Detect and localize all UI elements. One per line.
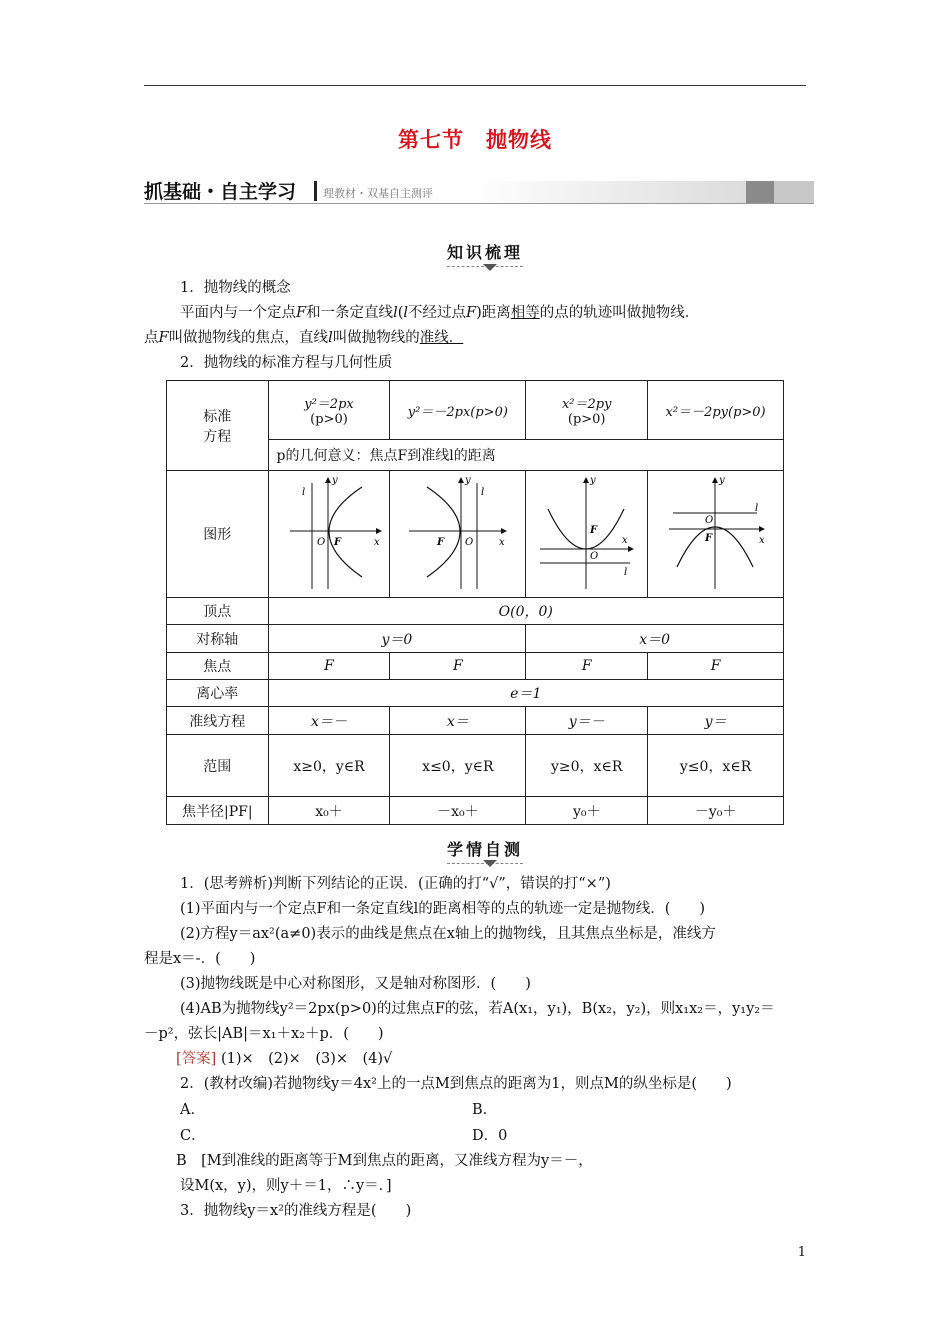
definition-line-1 [180, 301, 699, 325]
axis-label: y [589, 475, 596, 486]
text: F [581, 658, 592, 674]
definition-line-2 [144, 326, 463, 350]
banner-title: 抓基础・自主学习 [144, 181, 297, 203]
table-cell: －y₀＋ [648, 797, 784, 825]
table-row [167, 735, 784, 797]
text: 不经过点 [408, 305, 467, 321]
table-cell: y≤0，x∈R [648, 735, 784, 797]
text: F [452, 658, 463, 674]
math: l [403, 305, 409, 321]
row-header [167, 381, 269, 471]
answer-line [176, 1047, 392, 1071]
text: 叫做抛物线的焦点，直线 [168, 330, 329, 346]
table-cell [526, 625, 784, 653]
answer-text: (1)× (2)× (3)× (4)√ [220, 1051, 393, 1067]
option-b: B． [472, 1102, 498, 1118]
concept-heading: 1．抛物线的概念 [180, 280, 291, 296]
parabola-up-graph [532, 471, 642, 593]
text: 标准 [203, 408, 232, 425]
text: 点 [144, 330, 159, 346]
table-cell: x≥0，y∈R [268, 735, 390, 797]
row-header: 焦点 [167, 653, 269, 680]
question-1-1: (1)平面内与一个定点F和一条定直线l的距离相等的点的轨迹一定是抛物线．( ) [180, 901, 706, 917]
table-row [167, 625, 784, 653]
text: x＝0 [639, 631, 671, 648]
option-c: C． [180, 1128, 206, 1144]
table-cell [526, 653, 648, 680]
table-cell [268, 625, 526, 653]
table-cell [648, 707, 784, 735]
option-d: D．0 [472, 1128, 508, 1144]
table-cell [526, 707, 648, 735]
question-2: 2．(教材改编)若抛物线y＝4x²上的一点M到焦点的距离为1，则点M的纵坐标是( ) [180, 1076, 732, 1092]
table-cell [390, 653, 526, 680]
question-1: 1．(思考辨析)判断下列结论的正误．(正确的打“√”，错误的打“×”) [180, 876, 611, 892]
table-cell [268, 598, 783, 625]
row-header: 范围 [167, 735, 269, 797]
math: l [328, 330, 333, 346]
focus-label: F [334, 537, 342, 548]
table-cell [526, 471, 648, 598]
row-header: 准线方程 [167, 707, 269, 735]
parabola-down-graph [661, 471, 771, 593]
question-1-3: (3)抛物线既是中心对称图形，又是轴对称图形．( ) [180, 976, 531, 992]
table-row [167, 707, 784, 735]
text: y²＝2px [304, 397, 354, 412]
table-cell: x₀＋ [268, 797, 390, 825]
section-heading-knowledge: 知识梳理 [447, 240, 523, 267]
axis-label: O [704, 515, 713, 526]
table-row [167, 797, 784, 825]
section-arrow-icon [483, 264, 497, 271]
answer-tag: [答案] [176, 1051, 217, 1067]
row-header: 对称轴 [167, 625, 269, 653]
parabola-left-graph [403, 471, 513, 593]
question-1-2-cont: 程是x＝-．( ) [144, 951, 256, 967]
text: 和一条定直线 [306, 305, 394, 321]
banner-gradient [470, 181, 746, 203]
math: l [393, 305, 398, 321]
text: ( [397, 305, 404, 321]
text: F [710, 658, 721, 674]
row-header: 离心率 [167, 680, 269, 707]
banner-underline [144, 203, 814, 204]
row-header: 焦半径|PF| [167, 797, 269, 825]
text: (p>0) [567, 412, 606, 427]
row-header: 图形 [167, 471, 269, 598]
solution-line-2: 设M(x，y)，则y＋＝1，∴y＝．] [180, 1178, 392, 1194]
text: 的点的轨迹叫做抛物线． [539, 305, 700, 321]
question-1-4-cont: －p²，弦长|AB|＝x₁＋x₂＋p．( ) [144, 1026, 384, 1042]
table-cell [268, 653, 390, 680]
focus-label: F [704, 533, 712, 544]
top-rule [144, 85, 806, 86]
axis-label: x [758, 535, 765, 546]
math: F [466, 305, 477, 321]
page-number: 1 [797, 1245, 806, 1260]
table-cell: －x₀＋ [390, 797, 526, 825]
table-cell [390, 471, 526, 598]
table-cell [268, 471, 390, 598]
math: F [296, 305, 307, 321]
text: O(0，0) [498, 604, 553, 620]
axis-label: O [589, 551, 598, 562]
question-1-4: (4)AB为抛物线y²＝2px(p>0)的过焦点F的弦，若A(x₁，y₁)，B(x₂，y₂)，则x₁x₂＝，y₁y₂＝ [180, 1001, 775, 1017]
directrix-label: l [480, 487, 485, 498]
properties-table [166, 380, 784, 825]
underlined-term: 准线． [419, 330, 464, 346]
text: x＝－ [311, 713, 347, 730]
table-row [167, 598, 784, 625]
question-3: 3．抛物线y＝x²的准线方程是( ) [180, 1203, 412, 1219]
text: 平面内与一个定点 [180, 305, 296, 321]
text: e＝1 [510, 686, 542, 702]
table-cell [268, 707, 390, 735]
table-row [167, 381, 784, 440]
table-cell [268, 680, 783, 707]
text: y²＝－2px(p>0) [407, 404, 508, 420]
table-cell: x≤0，y∈R [390, 735, 526, 797]
axis-label: x [498, 537, 505, 548]
banner-subtitle: 理教材・双基自主测评 [323, 187, 433, 200]
option-a: A． [180, 1102, 205, 1118]
solution-line-1: B [M到准线的距离等于M到焦点的距离，又准线方程为y＝－， [176, 1153, 593, 1169]
properties-heading: 2．抛物线的标准方程与几何性质 [180, 355, 393, 371]
underlined-term: 相等 [510, 305, 540, 321]
text: )距离 [476, 305, 511, 321]
axis-label: y [464, 475, 471, 486]
text: 方程 [203, 428, 232, 445]
table-row [167, 680, 784, 707]
directrix-label: l [754, 503, 758, 514]
axis-label: y [332, 475, 338, 486]
banner-divider [314, 181, 317, 201]
table-cell: p的几何意义：焦点F到准线l的距离 [268, 440, 783, 471]
table-cell [648, 471, 784, 598]
table-cell [268, 381, 390, 440]
axis-label: x [374, 537, 380, 548]
table-row [167, 653, 784, 680]
table-cell [648, 381, 784, 440]
banner-block-dark [746, 181, 774, 203]
focus-label: F [589, 525, 597, 536]
parabola-right-graph [274, 471, 384, 593]
table-cell [390, 381, 526, 440]
section-heading-selftest: 学情自测 [447, 837, 523, 864]
text: F [324, 658, 334, 674]
page-title: 第七节 抛物线 [398, 128, 552, 152]
text: y＝－ [568, 713, 605, 730]
table-cell [390, 707, 526, 735]
section-arrow-icon [483, 860, 497, 867]
table-cell: y≥0，x∈R [526, 735, 648, 797]
text: y＝0 [381, 631, 413, 648]
axis-label: x [621, 535, 628, 546]
row-header: 顶点 [167, 598, 269, 625]
axis-label: y [718, 475, 725, 486]
question-1-2: (2)方程y＝ax²(a≠0)表示的曲线是焦点在x轴上的抛物线，且其焦点坐标是，准线方 [180, 926, 716, 942]
math: F [158, 330, 169, 346]
focus-label: F [436, 537, 444, 548]
text: y＝ [704, 713, 727, 730]
text: x＝ [446, 713, 469, 730]
table-cell [648, 653, 784, 680]
text: 叫做抛物线的 [332, 330, 420, 346]
axis-label: O [464, 537, 474, 548]
table-cell [526, 381, 648, 440]
table-row [167, 471, 784, 598]
directrix-label: l [302, 487, 306, 498]
text: x²＝2py [561, 397, 612, 412]
table-cell: y₀＋ [526, 797, 648, 825]
text: x²＝－2py(p>0) [665, 404, 766, 420]
axis-label: O [317, 537, 326, 548]
banner-block-light [774, 181, 814, 203]
directrix-label: l [623, 567, 627, 578]
text: (p>0) [310, 412, 348, 427]
